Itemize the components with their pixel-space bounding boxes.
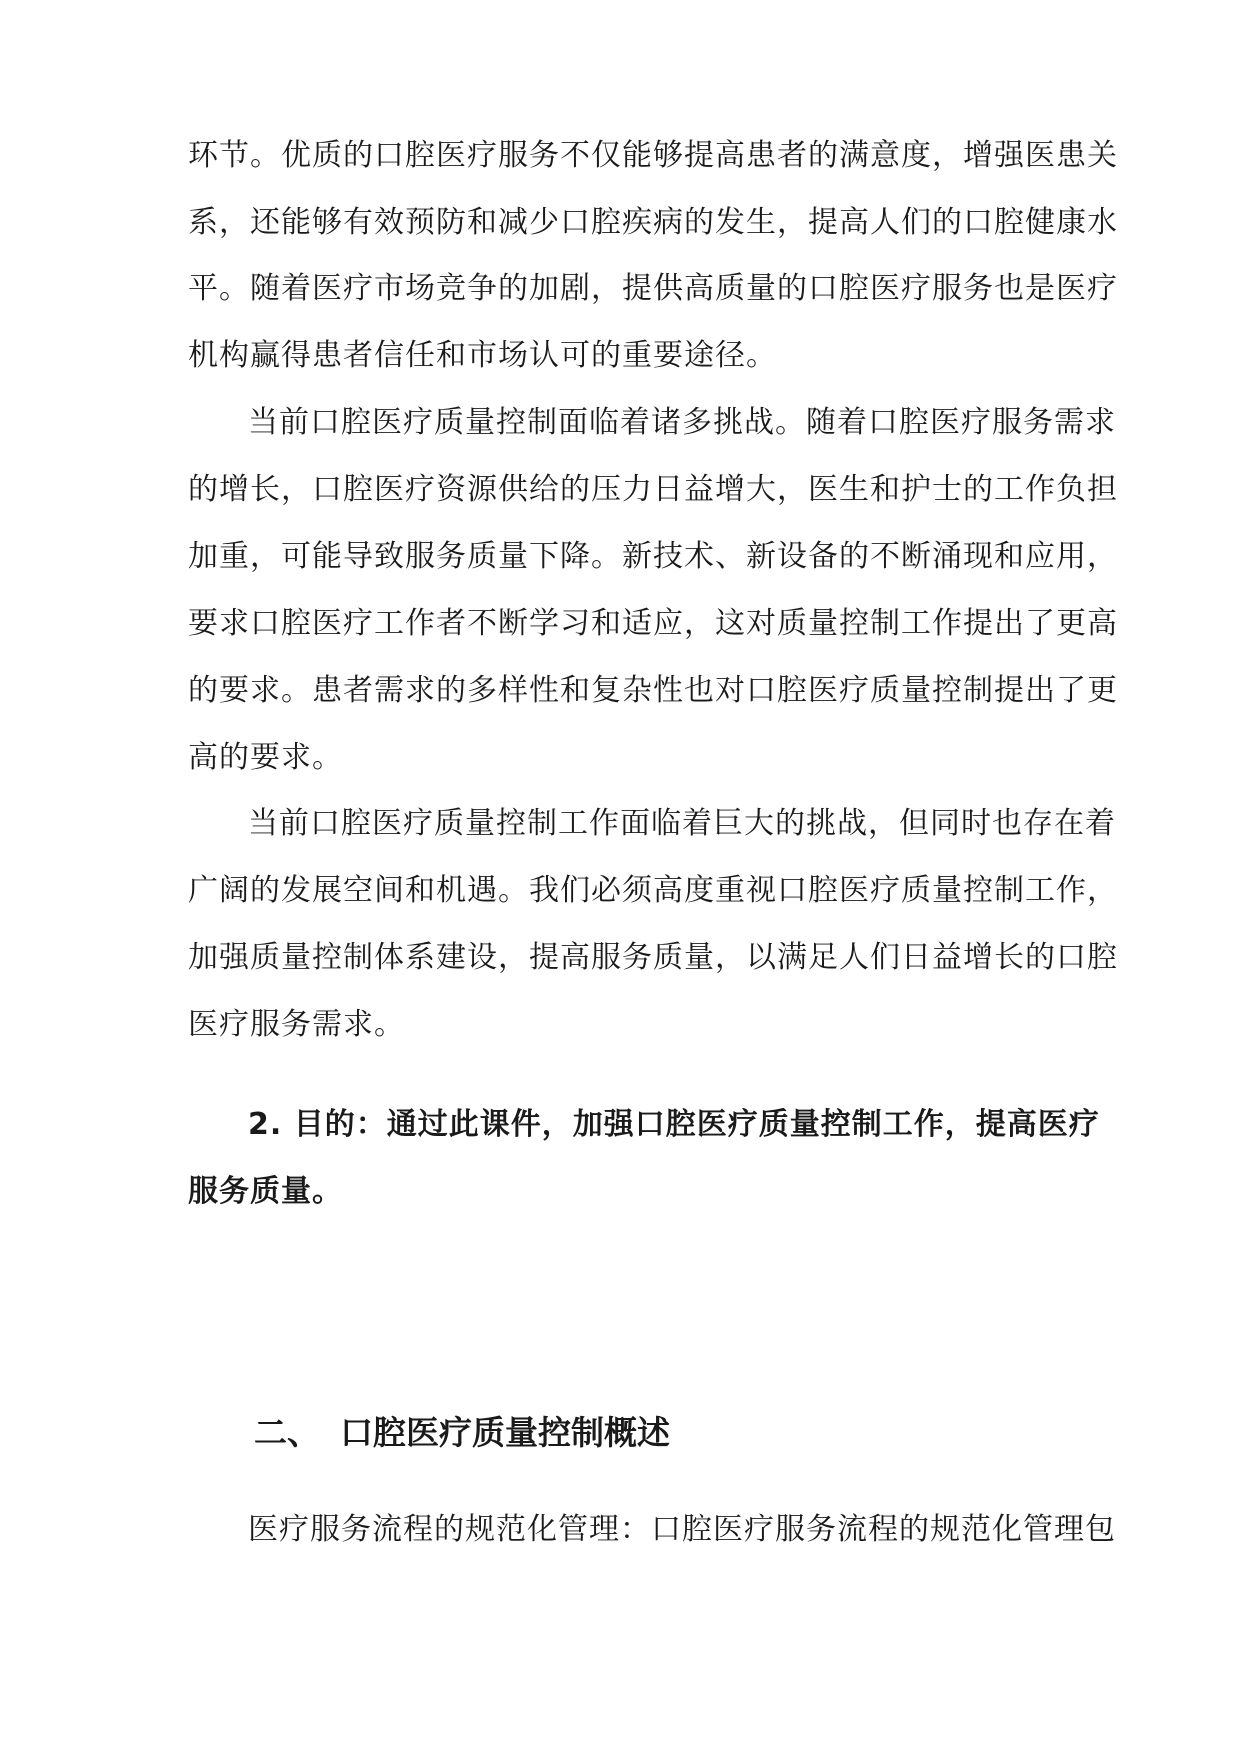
paragraph-1-line-3: 平。随着医疗市场竞争的加剧，提供高质量的口腔医疗服务也是医疗 bbox=[188, 271, 1118, 306]
paragraph-2-line-2: 的增长，口腔医疗资源供给的压力日益增大，医生和护士的工作负担 bbox=[188, 472, 1118, 507]
section-heading-number: 二、 bbox=[254, 1413, 320, 1452]
section-heading bbox=[254, 1411, 670, 1455]
paragraph-2-line-3: 加重，可能导致服务质量下降。新技术、新设备的不断涌现和应用， bbox=[188, 539, 1118, 574]
paragraph-3-line-2: 广阔的发展空间和机遇。我们必须高度重视口腔医疗质量控制工作， bbox=[188, 873, 1118, 908]
purpose-line-1: 2. 目的：通过此课件，加强口腔医疗质量控制工作，提高医疗 bbox=[248, 1107, 1100, 1142]
paragraph-3-line-4: 医疗服务需求。 bbox=[188, 1007, 405, 1042]
paragraph-2-line-1: 当前口腔医疗质量控制面临着诸多挑战。随着口腔医疗服务需求 bbox=[248, 405, 1116, 440]
paragraph-1-line-1: 环节。优质的口腔医疗服务不仅能够提高患者的满意度，增强医患关 bbox=[188, 138, 1118, 173]
paragraph-4-line-1: 医疗服务流程的规范化管理：口腔医疗服务流程的规范化管理包 bbox=[248, 1512, 1116, 1547]
paragraph-1-line-2: 系，还能够有效预防和减少口腔疾病的发生，提高人们的口腔健康水 bbox=[188, 205, 1118, 240]
paragraph-2-line-4: 要求口腔医疗工作者不断学习和适应，这对质量控制工作提出了更高 bbox=[188, 606, 1118, 641]
paragraph-2-line-5: 的要求。患者需求的多样性和复杂性也对口腔医疗质量控制提出了更 bbox=[188, 673, 1118, 708]
purpose-line-2: 服务质量。 bbox=[188, 1174, 343, 1209]
paragraph-2-line-6: 高的要求。 bbox=[188, 740, 343, 775]
section-heading-title: 口腔医疗质量控制概述 bbox=[340, 1413, 670, 1452]
paragraph-3-line-3: 加强质量控制体系建设，提高服务质量，以满足人们日益增长的口腔 bbox=[188, 940, 1118, 975]
paragraph-3-line-1: 当前口腔医疗质量控制工作面临着巨大的挑战，但同时也存在着 bbox=[248, 806, 1116, 841]
paragraph-1-line-4: 机构赢得患者信任和市场认可的重要途径。 bbox=[188, 338, 777, 373]
